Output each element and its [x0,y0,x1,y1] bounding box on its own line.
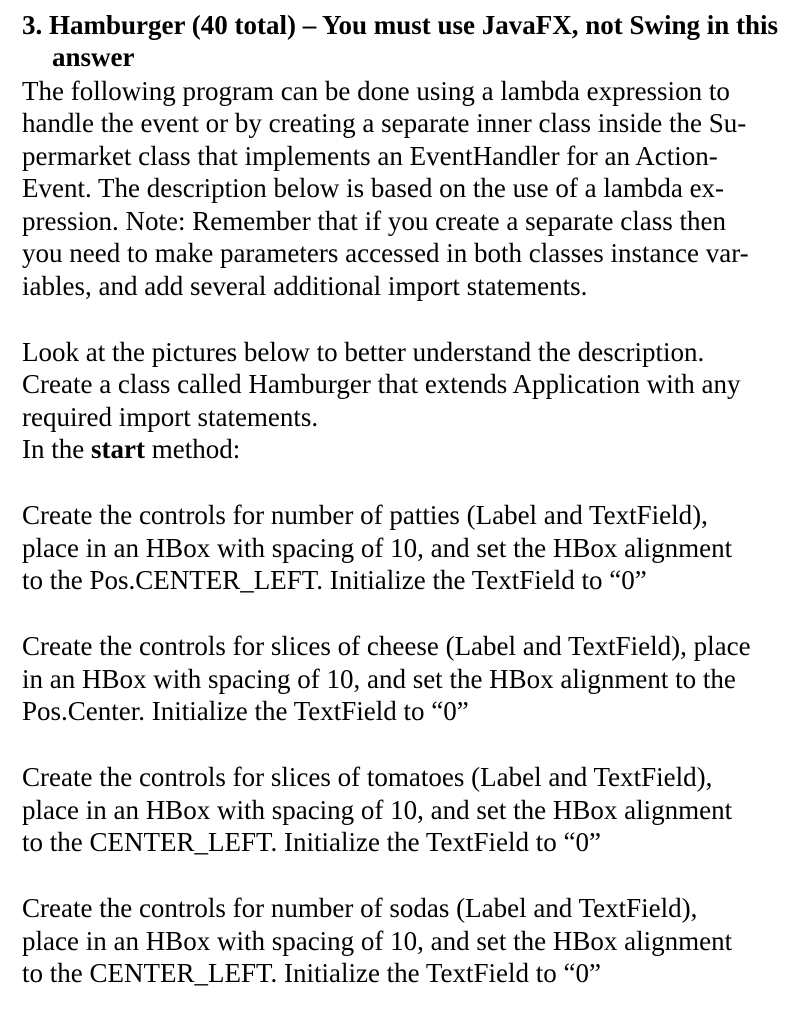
look-line: required import statements. [22,402,319,432]
cheese-line: Pos.Center. Initialize the TextField to “0” [22,696,469,726]
cheese-line: Create the controls for slices of cheese (Label and TextField), place [22,631,751,661]
patties-line: place in an HBox with spacing of 10, and set the HBox alignment [22,533,733,563]
start-suffix: method: [144,434,241,464]
intro-line: pression. Note: Remember that if you create a separate class then [22,206,726,236]
start-keyword: start [90,434,145,464]
tomatoes-line: place in an HBox with spacing of 10, and set the HBox alignment [22,795,733,825]
patties-line: Create the controls for number of patties (Label and TextField), [22,500,708,530]
start-prefix: In the [22,434,91,464]
start-method-line [22,433,240,465]
sodas-line: Create the controls for number of sodas (Label and TextField), [22,893,698,923]
sodas-line: place in an HBox with spacing of 10, and set the HBox alignment [22,926,733,956]
look-line: Look at the pictures below to better understand the description. [22,337,705,367]
intro-line: Event. The description below is based on the use of a lambda ex- [22,173,725,203]
intro-line: you need to make parameters accessed in both classes instance var- [22,238,749,268]
intro-line: handle the event or by creating a separate inner class inside the Su- [22,108,747,138]
tomatoes-line: to the CENTER_LEFT. Initialize the TextField to “0” [22,827,601,857]
tomatoes-line: Create the controls for slices of tomatoes (Label and TextField), [22,762,713,792]
patties-line: to the Pos.CENTER_LEFT. Initialize the TextField to “0” [22,565,647,595]
intro-line: The following program can be done using a lambda expression to [22,76,730,106]
intro-line: permarket class that implements an EventHandler for an Action- [22,141,718,171]
sodas-line: to the CENTER_LEFT. Initialize the TextField to “0” [22,958,601,988]
look-line: Create a class called Hamburger that extends Application with any [22,369,741,399]
question-heading: 3. Hamburger (40 total) – You must use JavaFX, not Swing in this answer [22,10,779,72]
intro-line: iables, and add several additional import statements. [22,271,588,301]
cheese-line: in an HBox with spacing of 10, and set the HBox alignment to the [22,664,736,694]
